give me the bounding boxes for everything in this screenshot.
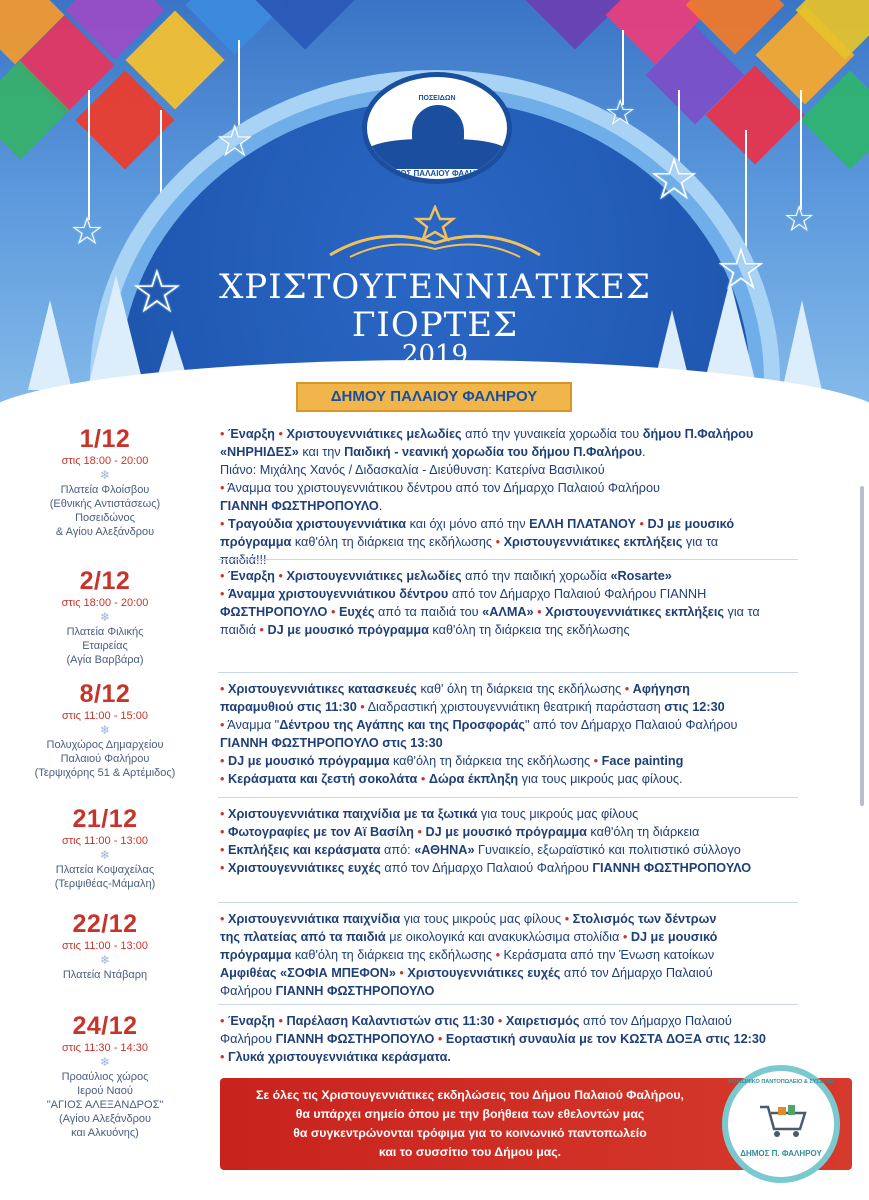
event-description: [220, 1012, 780, 1066]
snowflake-icon: ❄: [99, 468, 111, 482]
footer-line: και το συσσίτιο του Δήμου μας.: [378, 1145, 562, 1159]
event-place: Πλατεία Φιλικής: [66, 626, 144, 638]
food-collection-text: [220, 1086, 720, 1162]
event-description-line: παιδιά • DJ με μουσικό πρόγραμμα καθ'όλη τη διάρκεια της εκδήλωσης: [220, 623, 630, 637]
logo-bottom-text: ΔΗΜΟΣ ΠΑΛΑΙΟΥ ΦΑΛΗΡΟΥ: [382, 169, 492, 178]
event-place: (Αγία Βαρβάρα): [66, 654, 144, 666]
event-description-line: • Φωτογραφίες με τον Αϊ Βασίλη • DJ με μουσικό πρόγραμμα καθ'όλη τη διάρκεια: [220, 825, 700, 839]
event-time: στις 11:00 - 13:00: [62, 940, 148, 952]
diamond-decoration: [256, 0, 355, 49]
event-description: [220, 425, 780, 569]
footer-line: Σε όλες τις Χριστουγεννιάτικες εκδηλώσεις του Δήμου Παλαιού Φαλήρου,: [256, 1088, 684, 1102]
event-description-line: • Χριστουγεννιάτικα παιχνίδια με τα ξωτικά για τους μικρούς μας φίλους: [220, 807, 639, 821]
title-line-2: ΓΙΟΡΤΕΣ: [351, 305, 519, 345]
event-description-line: Πιάνο: Μιχάλης Χανός / Διδασκαλία - Διεύθυνση: Κατερίνα Βασιλικού: [220, 463, 605, 477]
event-place: Πλατεία Ντάβαρη: [62, 969, 148, 981]
event-place: Ποσειδώνος: [75, 512, 135, 524]
event-date: 8/12: [79, 680, 131, 708]
event-time: στις 18:00 - 20:00: [61, 455, 149, 467]
event-description-line: Φαλήρου ΓΙΑΝΝΗ ΦΩΣΤΗΡΟΠΟΥΛΟ • Εορταστική συναυλία με τον ΚΩΣΤΑ ΔΟΞΑ στις 12:30: [220, 1032, 766, 1046]
event-separator: [218, 797, 798, 798]
event-date-column: [0, 567, 210, 667]
event-place: Εταιρείας: [82, 640, 128, 652]
diamond-decoration: [526, 0, 625, 49]
snowflake-icon: ❄: [99, 848, 111, 862]
gold-ornament-icon: [320, 205, 550, 265]
event-separator: [218, 559, 798, 560]
poster-year: 2019: [401, 340, 469, 370]
event-description-line: • Τραγούδια χριστουγεννιάτικα και όχι μόνο από την ΕΛΛΗ ΠΛΑΤΑΝΟΥ • DJ με μουσικό: [220, 517, 735, 531]
hanging-string: [800, 90, 802, 210]
snowflake-icon: ❄: [99, 1055, 111, 1069]
event-description-line: • Εκπλήξεις και κεράσματα από: «ΑΘΗΝΑ» Γυναικείο, εξωραϊστικό και πολιτιστικό σύλλογο: [220, 843, 741, 857]
event-description-line: • Κεράσματα και ζεστή σοκολάτα • Δώρα έκπληξη για τους μικρούς μας φίλους.: [220, 772, 683, 786]
event-description-line: • Γλυκά χριστουγεννιάτικα κεράσματα.: [220, 1050, 451, 1064]
event-description-line: Αμφιθέας «ΣΟΦΙΑ ΜΠΕΦΟΝ» • Χριστουγεννιάτικες ευχές από τον Δήμαρχο Παλαιού: [220, 966, 713, 980]
event-date-column: [0, 910, 210, 982]
event-place: (Αγίου Αλεξάνδρου: [58, 1113, 152, 1125]
snowflake-icon: ❄: [99, 723, 111, 737]
event-separator: [218, 672, 798, 673]
event-place: (Εθνικής Αντιστάσεως): [49, 498, 161, 510]
event-date: 1/12: [79, 425, 131, 453]
event-description-line: • Έναρξη • Χριστουγεννιάτικες μελωδίες από την γυναικεία χορωδία του δήμου Π.Φαλήρου: [220, 427, 754, 441]
event-place: (Τερψιχόρης 51 & Αρτέμιδος): [34, 767, 176, 779]
event-date: 24/12: [72, 1012, 138, 1040]
event-description-line: ΓΙΑΝΝΗ ΦΩΣΤΗΡΟΠΟΥΛΟ.: [220, 499, 383, 513]
event-description-line: ΓΙΑΝΝΗ ΦΩΣΤΗΡΟΠΟΥΛΟ στις 13:30: [220, 736, 443, 750]
star-icon: ☆: [604, 93, 637, 134]
event-description-line: Φαλήρου ΓΙΑΝΝΗ ΦΩΣΤΗΡΟΠΟΥΛΟ: [220, 984, 435, 998]
event-date-column: [0, 805, 210, 891]
event-description-line: • Χριστουγεννιάτικες κατασκευές καθ' όλη τη διάρκεια της εκδήλωσης • Αφήγηση: [220, 682, 690, 696]
star-icon: ☆: [648, 145, 700, 213]
event-place: Πολυχώρος Δημαρχείου: [46, 739, 164, 751]
title-line-1: ΧΡΙΣΤΟΥΓΕΝΝΙΑΤΙΚΕΣ: [219, 267, 651, 307]
event-place: "ΑΓΙΟΣ ΑΛΕΞΑΝΔΡΟΣ": [46, 1099, 164, 1111]
shopping-cart-icon: [758, 1103, 808, 1139]
badge-text: ΔΗΜΟΣ Π. ΦΑΛΗΡΟΥ: [740, 1149, 822, 1158]
event-description-line: • Χριστουγεννιάτικες ευχές από τον Δήμαρχο Παλαιού Φαλήρου ΓΙΑΝΝΗ ΦΩΣΤΗΡΟΠΟΥΛΟ: [220, 861, 752, 875]
event-place: και Αλκυόνης): [71, 1127, 139, 1139]
event-date-column: [0, 425, 210, 539]
event-place: & Αγίου Αλεξάνδρου: [55, 526, 155, 538]
event-date: 21/12: [72, 805, 138, 833]
star-icon: ☆: [130, 257, 184, 327]
scrollbar[interactable]: [860, 486, 864, 806]
badge-ring-text: ΚΟΙΝΩΝΙΚΟ ΠΑΝΤΟΠΩΛΕΙΟ & ΣΥΣΣΙΤΙΟ: [728, 1079, 834, 1085]
event-place: Ιερού Ναού: [77, 1085, 133, 1097]
event-date-column: [0, 1012, 210, 1140]
event-description-line: • Χριστουγεννιάτικα παιχνίδια για τους μικρούς μας φίλους • Στολισμός των δέντρων: [220, 912, 717, 926]
event-place: (Τερψιθέας-Μάμαλη): [54, 878, 156, 890]
snowflake-icon: ❄: [99, 610, 111, 624]
event-time: στις 11:00 - 13:00: [62, 835, 148, 847]
event-description-line: • DJ με μουσικό πρόγραμμα καθ'όλη τη διάρκεια της εκδήλωσης • Face painting: [220, 754, 684, 768]
event-place: Προαύλιος χώρος: [61, 1071, 149, 1083]
snowflake-icon: ❄: [99, 953, 111, 967]
event-description: [220, 910, 780, 1000]
event-description-line: πρόγραμμα καθ'όλη τη διάρκεια της εκδήλωσης • Κεράσματα από την Ένωση κατοίκων: [220, 948, 715, 962]
event-description: [220, 805, 780, 877]
event-separator: [218, 1004, 798, 1005]
footer-line: θα υπάρχει σημείο όπου με την βοήθεια των εθελοντών μας: [295, 1107, 645, 1121]
event-separator: [218, 902, 798, 903]
star-icon: ☆: [70, 209, 105, 253]
event-description-line: • Έναρξη • Παρέλαση Καλαντιστών στις 11:30 • Χαιρετισμός από τον Δήμαρχο Παλαιού: [220, 1014, 732, 1028]
event-description-line: παραμυθιού στις 11:30 • Διαδραστική χριστουγεννιάτικη θεατρική παράσταση στις 12:30: [220, 700, 725, 714]
footer-line: θα συγκεντρώνονται τρόφιμα για το κοινωνικό παντοπωλείο: [293, 1126, 647, 1140]
event-time: στις 11:30 - 14:30: [62, 1042, 148, 1054]
event-description-line: της πλατείας από τα παιδιά με οικολογικά και ανακυκλώσιμα στολίδια • DJ με μουσικό: [220, 930, 718, 944]
poseidon-icon: [412, 105, 464, 159]
event-date: 2/12: [79, 567, 131, 595]
event-description-line: • Έναρξη • Χριστουγεννιάτικες μελωδίες από την παιδική χορωδία «Rosarte»: [220, 569, 672, 583]
event-description-line: • Άναμμα του χριστουγεννιάτικου δέντρου από τον Δήμαρχο Παλαιού Φαλήρου: [220, 481, 660, 495]
event-place: Πλατεία Κοψαχείλας: [55, 864, 155, 876]
star-icon: ☆: [783, 199, 816, 240]
social-grocery-badge: [722, 1065, 840, 1183]
event-description: [220, 567, 780, 639]
event-description-line: ΦΩΣΤΗΡΟΠΟΥΛΟ • Ευχές από τα παιδιά του «ΑΛΜΑ» • Χριστουγεννιάτικες εκπλήξεις για τα: [220, 605, 760, 619]
event-time: στις 11:00 - 15:00: [62, 710, 148, 722]
star-icon: ☆: [715, 235, 767, 303]
event-place: Πλατεία Φλοίσβου: [60, 484, 150, 496]
logo-top-text: ΠΟΣΕΙΔΩΝ: [418, 95, 456, 102]
event-date-column: [0, 680, 210, 780]
star-icon: ☆: [215, 116, 255, 167]
event-description-line: «ΝΗΡΗΙΔΕΣ» και την Παιδική - νεανική χορωδία του δήμου Π.Φαλήρου.: [220, 445, 646, 459]
poster-header: [0, 0, 869, 420]
municipality-ribbon: ΔΗΜΟΥ ΠΑΛΑΙΟΥ ΦΑΛΗΡΟΥ: [296, 382, 572, 412]
hanging-string: [88, 90, 90, 220]
event-description-line: πρόγραμμα καθ'όλη τη διάρκεια της εκδήλωσης • Χριστουγεννιάτικες εκπλήξεις για τα: [220, 535, 719, 549]
snow-tree: [28, 300, 72, 390]
event-description: [220, 680, 780, 788]
event-place: Παλαιού Φαλήρου: [60, 753, 150, 765]
poster-title: [200, 268, 670, 344]
event-description-line: • Άναμμα χριστουγεννιάτικου δέντρου από τον Δήμαρχο Παλαιού Φαλήρου ΓΙΑΝΝΗ: [220, 587, 707, 601]
municipality-logo: [362, 72, 512, 184]
event-description-line: παιδιά!!!: [220, 553, 267, 567]
event-time: στις 18:00 - 20:00: [61, 597, 149, 609]
event-description-line: • Άναμμα "Δέντρου της Αγάπης και της Προσφοράς" από τον Δήμαρχο Παλαιού Φαλήρου: [220, 718, 738, 732]
event-date: 22/12: [72, 910, 138, 938]
